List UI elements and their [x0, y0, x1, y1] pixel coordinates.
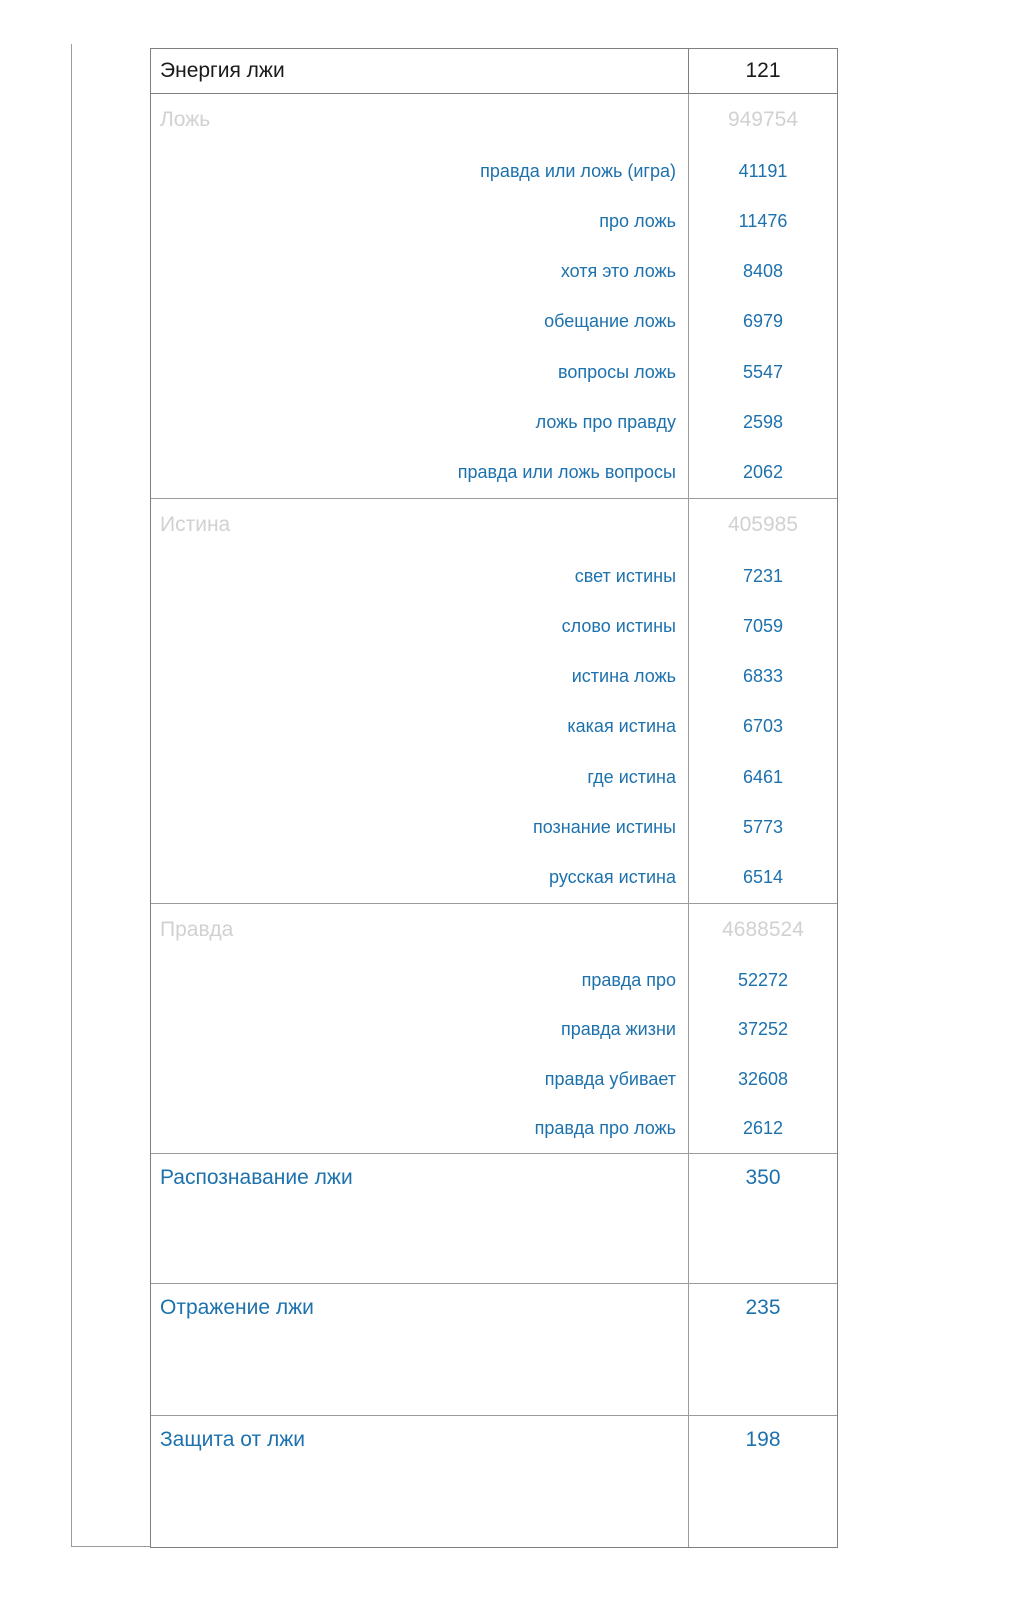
keyword-link[interactable]: ложь про правду [535, 412, 676, 433]
left-column-bottom-border [71, 1546, 151, 1547]
keyword-value-cell [689, 601, 837, 651]
keyword-row [151, 1005, 837, 1054]
keyword-cell [151, 146, 689, 196]
footer-row [151, 1154, 837, 1284]
keyword-row [151, 146, 837, 196]
keyword-value-cell [689, 196, 837, 246]
keyword-value-cell [689, 347, 837, 397]
keyword-link[interactable]: правда про [581, 970, 676, 991]
keyword-value: 32608 [737, 1068, 789, 1089]
keyword-link[interactable]: правда убивает [544, 1068, 676, 1089]
keyword-value-cell [689, 853, 837, 903]
keyword-link[interactable]: правда про ложь [534, 1117, 676, 1138]
footer-keyword-link[interactable]: Защита от лжи [160, 1428, 305, 1451]
keyword-value: 37252 [737, 1019, 789, 1040]
keyword-row [151, 297, 837, 347]
keyword-section [151, 499, 837, 904]
keyword-value-cell [689, 448, 837, 498]
keyword-value-cell [689, 652, 837, 702]
section-label-cell [151, 94, 689, 146]
section-label-cell [151, 904, 689, 956]
keyword-link[interactable]: где истина [587, 766, 676, 787]
keyword-row [151, 601, 837, 651]
keyword-cell [151, 397, 689, 447]
keyword-value: 6461 [742, 766, 784, 787]
keyword-value: 2062 [742, 462, 784, 483]
keyword-link[interactable]: правда или ложь (игра) [480, 160, 676, 181]
footer-label-cell [151, 1154, 689, 1283]
keyword-value: 2612 [742, 1117, 784, 1138]
footer-row [151, 1416, 837, 1547]
keyword-row [151, 802, 837, 852]
keyword-cell [151, 297, 689, 347]
section-label-cell [151, 499, 689, 551]
keyword-cell [151, 1055, 689, 1104]
keyword-row [151, 448, 837, 498]
section-total-cell [689, 499, 837, 551]
keyword-link[interactable]: вопросы ложь [557, 361, 676, 382]
keyword-value: 7231 [742, 565, 784, 586]
keyword-value-cell [689, 1005, 837, 1054]
section-label: Истина [160, 513, 231, 536]
footer-keyword-link[interactable]: Отражение лжи [160, 1296, 314, 1319]
keyword-link[interactable]: про ложь [599, 210, 676, 231]
footer-value-cell [689, 1284, 837, 1415]
keyword-value-cell [689, 297, 837, 347]
keyword-value: 11476 [738, 210, 788, 231]
keyword-link[interactable]: обещание ложь [544, 311, 676, 332]
keyword-value-cell [689, 146, 837, 196]
section-label-row [151, 499, 837, 551]
keyword-value: 41191 [738, 160, 788, 181]
keyword-link[interactable]: хотя это ложь [560, 261, 676, 282]
table-header-row [151, 49, 837, 94]
section-total: 949754 [727, 108, 799, 131]
section-label-row [151, 904, 837, 956]
keyword-link[interactable]: правда жизни [561, 1019, 676, 1040]
footer-value-cell [689, 1154, 837, 1283]
section-total: 405985 [727, 513, 799, 536]
keyword-cell [151, 702, 689, 752]
section-total: 4688524 [722, 918, 804, 941]
keyword-cell [151, 448, 689, 498]
keyword-cell [151, 347, 689, 397]
keyword-link[interactable]: русская истина [549, 867, 676, 888]
section-label: Ложь [160, 108, 211, 131]
keyword-value-cell [689, 1104, 837, 1153]
keyword-value-cell [689, 956, 837, 1005]
keyword-link[interactable]: слово истины [561, 615, 676, 636]
keyword-value: 8408 [742, 261, 784, 282]
keyword-cell [151, 853, 689, 903]
keyword-value: 6514 [742, 867, 784, 888]
section-total-cell [689, 904, 837, 956]
keyword-row [151, 397, 837, 447]
keyword-value-cell [689, 752, 837, 802]
table-body [151, 94, 837, 1154]
footer-label-cell [151, 1284, 689, 1415]
footer-value: 235 [745, 1296, 781, 1319]
keyword-cell [151, 551, 689, 601]
keyword-link[interactable]: правда или ложь вопросы [457, 462, 676, 483]
keyword-value-cell [689, 397, 837, 447]
keyword-link[interactable]: истина ложь [571, 666, 676, 687]
table-title: Энергия лжи [160, 59, 285, 82]
keyword-row [151, 752, 837, 802]
footer-label-cell [151, 1416, 689, 1547]
keyword-value-cell [689, 1055, 837, 1104]
table-footer [151, 1154, 837, 1547]
header-label-cell [151, 49, 689, 93]
footer-value-cell [689, 1416, 837, 1547]
keyword-value-cell [689, 247, 837, 297]
keyword-value: 6833 [742, 666, 784, 687]
keyword-section [151, 94, 837, 499]
left-column-guide-line [71, 44, 72, 1547]
footer-value: 198 [745, 1428, 781, 1451]
keyword-value: 5547 [742, 361, 784, 382]
keyword-cell [151, 956, 689, 1005]
keyword-value: 6703 [742, 716, 784, 737]
keyword-value-cell [689, 551, 837, 601]
footer-row [151, 1284, 837, 1416]
keyword-row [151, 702, 837, 752]
keyword-cell [151, 1104, 689, 1153]
keyword-value: 52272 [737, 970, 789, 991]
keyword-value: 5773 [742, 817, 784, 838]
keyword-cell [151, 196, 689, 246]
keyword-cell [151, 1005, 689, 1054]
keyword-stats-table [150, 48, 838, 1548]
keyword-row [151, 652, 837, 702]
keyword-row [151, 247, 837, 297]
keyword-row [151, 551, 837, 601]
keyword-link[interactable]: какая истина [567, 716, 676, 737]
keyword-value-cell [689, 802, 837, 852]
header-value-cell [689, 49, 837, 93]
keyword-value-cell [689, 702, 837, 752]
keyword-row [151, 196, 837, 246]
section-total-cell [689, 94, 837, 146]
section-label-row [151, 94, 837, 146]
keyword-cell [151, 652, 689, 702]
keyword-cell [151, 247, 689, 297]
keyword-link[interactable]: свет истины [574, 565, 676, 586]
keyword-row [151, 1104, 837, 1153]
keyword-cell [151, 601, 689, 651]
keyword-value: 6979 [742, 311, 784, 332]
keyword-row [151, 347, 837, 397]
keyword-link[interactable]: познание истины [533, 817, 676, 838]
footer-keyword-link[interactable]: Распознавание лжи [160, 1166, 353, 1189]
keyword-row [151, 956, 837, 1005]
keyword-cell [151, 802, 689, 852]
keyword-row [151, 1055, 837, 1104]
section-label: Правда [160, 918, 234, 941]
table-title-value: 121 [745, 59, 781, 82]
keyword-section [151, 904, 837, 1154]
keyword-value: 7059 [742, 615, 784, 636]
keyword-row [151, 853, 837, 903]
footer-value: 350 [745, 1166, 781, 1189]
keyword-cell [151, 752, 689, 802]
keyword-value: 2598 [742, 412, 784, 433]
